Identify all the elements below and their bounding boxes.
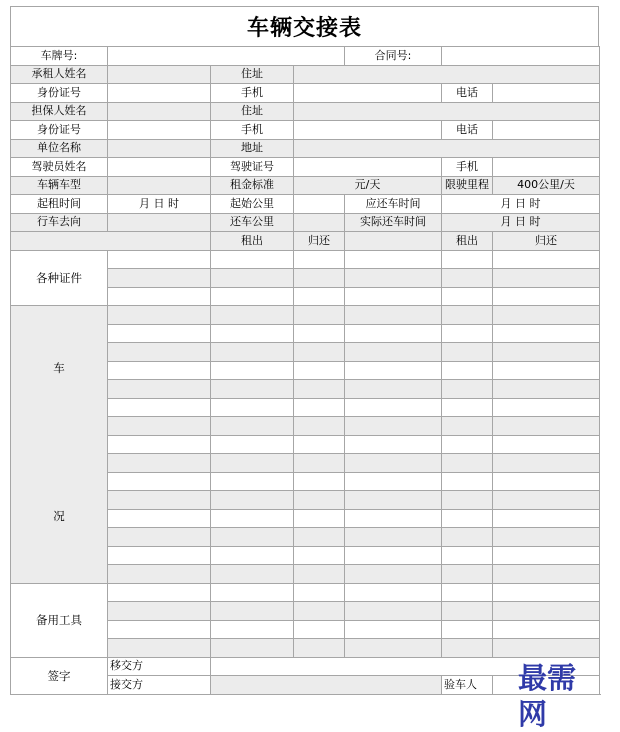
car-condition-label bbox=[11, 306, 108, 584]
documents-cell[interactable] bbox=[211, 250, 294, 269]
car-condition-cell[interactable] bbox=[294, 565, 345, 584]
car-condition-cell[interactable] bbox=[493, 380, 600, 399]
spare-tools-cell[interactable] bbox=[345, 620, 442, 639]
car-condition-cell[interactable] bbox=[345, 361, 442, 380]
car-condition-row bbox=[11, 306, 600, 325]
car-condition-cell[interactable] bbox=[108, 398, 211, 417]
spare-tools-cell[interactable] bbox=[294, 602, 345, 621]
spare-tools-cell[interactable] bbox=[294, 639, 345, 658]
documents-cell[interactable] bbox=[493, 269, 600, 288]
car-condition-cell[interactable] bbox=[442, 398, 493, 417]
car-condition-cell[interactable] bbox=[442, 306, 493, 325]
row-start bbox=[11, 195, 600, 214]
car-condition-cell[interactable] bbox=[211, 491, 294, 510]
documents-label: 各种证件 bbox=[11, 250, 108, 306]
renter-phone-label: 电话 bbox=[442, 84, 493, 103]
spare-tools-cell[interactable] bbox=[493, 583, 600, 602]
car-condition-cell[interactable] bbox=[493, 454, 600, 473]
spare-tools-cell[interactable] bbox=[345, 583, 442, 602]
start-km-value[interactable] bbox=[294, 195, 345, 214]
car-condition-cell[interactable] bbox=[211, 565, 294, 584]
handover-party-label: 移交方 bbox=[108, 657, 211, 676]
spare-tools-cell[interactable] bbox=[345, 639, 442, 658]
due-return-label: 应还车时间 bbox=[345, 195, 442, 214]
car-condition-cell[interactable] bbox=[345, 472, 442, 491]
row-guarantor-id bbox=[11, 121, 600, 140]
unit-name-label: 单位名称 bbox=[11, 139, 108, 158]
documents-cell[interactable] bbox=[294, 250, 345, 269]
unit-address-label: 地址 bbox=[211, 139, 294, 158]
guarantor-id-label: 身份证号 bbox=[11, 121, 108, 140]
contract-label: 合同号: bbox=[345, 47, 442, 66]
unit-name-value[interactable] bbox=[108, 139, 211, 158]
renter-name-value[interactable] bbox=[108, 65, 211, 84]
car-condition-cell[interactable] bbox=[493, 565, 600, 584]
car-condition-cell[interactable] bbox=[345, 343, 442, 362]
car-condition-cell[interactable] bbox=[108, 380, 211, 399]
guarantor-name-label: 担保人姓名 bbox=[11, 102, 108, 121]
spare-tools-cell[interactable] bbox=[211, 639, 294, 658]
car-condition-cell[interactable] bbox=[345, 546, 442, 565]
header-blank bbox=[11, 232, 211, 251]
documents-cell[interactable] bbox=[493, 287, 600, 306]
spare-tools-cell[interactable] bbox=[294, 620, 345, 639]
car-condition-cell[interactable] bbox=[108, 361, 211, 380]
documents-cell[interactable] bbox=[108, 269, 211, 288]
receiver-party-label: 接交方 bbox=[108, 676, 211, 695]
condition-label: 况 bbox=[53, 509, 65, 523]
car-condition-cell[interactable] bbox=[211, 380, 294, 399]
car-condition-cell[interactable] bbox=[108, 546, 211, 565]
spare-tools-cell[interactable] bbox=[493, 602, 600, 621]
vehicle-model-label: 车辆车型 bbox=[11, 176, 108, 195]
spare-tools-cell[interactable] bbox=[294, 583, 345, 602]
spare-tools-row bbox=[11, 583, 600, 602]
renter-name-label: 承租人姓名 bbox=[11, 65, 108, 84]
car-condition-cell[interactable] bbox=[294, 528, 345, 547]
documents-cell[interactable] bbox=[294, 287, 345, 306]
guarantor-mobile-label: 手机 bbox=[211, 121, 294, 140]
row-unit bbox=[11, 139, 600, 158]
destination-value[interactable] bbox=[108, 213, 211, 232]
mileage-limit-value[interactable]: 400公里/天 bbox=[493, 176, 600, 195]
documents-cell[interactable] bbox=[345, 287, 442, 306]
car-condition-cell[interactable] bbox=[493, 472, 600, 491]
vehicle-model-value[interactable] bbox=[108, 176, 211, 195]
due-return-value[interactable]: 月 日 时 bbox=[442, 195, 600, 214]
row-driver bbox=[11, 158, 600, 177]
documents-cell[interactable] bbox=[294, 269, 345, 288]
car-condition-cell[interactable] bbox=[345, 491, 442, 510]
header-blank-2 bbox=[345, 232, 442, 251]
car-condition-cell[interactable] bbox=[493, 435, 600, 454]
car-condition-cell[interactable] bbox=[211, 546, 294, 565]
documents-cell[interactable] bbox=[442, 287, 493, 306]
driver-name-value[interactable] bbox=[108, 158, 211, 177]
renter-id-label: 身份证号 bbox=[11, 84, 108, 103]
car-condition-cell[interactable] bbox=[345, 454, 442, 473]
car-condition-cell[interactable] bbox=[345, 324, 442, 343]
car-condition-cell[interactable] bbox=[442, 324, 493, 343]
car-condition-cell[interactable] bbox=[108, 454, 211, 473]
car-condition-cell[interactable] bbox=[345, 380, 442, 399]
car-condition-cell[interactable] bbox=[493, 528, 600, 547]
spare-tools-cell[interactable] bbox=[211, 583, 294, 602]
car-condition-cell[interactable] bbox=[294, 343, 345, 362]
car-condition-cell[interactable] bbox=[493, 398, 600, 417]
car-condition-cell[interactable] bbox=[108, 509, 211, 528]
car-condition-cell[interactable] bbox=[345, 435, 442, 454]
car-condition-cell[interactable] bbox=[211, 435, 294, 454]
spare-tools-cell[interactable] bbox=[442, 639, 493, 658]
spare-tools-cell[interactable] bbox=[211, 620, 294, 639]
documents-cell[interactable] bbox=[345, 269, 442, 288]
return-km-label: 还车公里 bbox=[211, 213, 294, 232]
start-time-value[interactable]: 月 日 时 bbox=[108, 195, 211, 214]
renter-address-label: 住址 bbox=[211, 65, 294, 84]
row-plate bbox=[11, 47, 600, 66]
car-condition-cell[interactable] bbox=[108, 565, 211, 584]
car-condition-cell[interactable] bbox=[294, 491, 345, 510]
guarantor-mobile-value[interactable] bbox=[294, 121, 442, 140]
renter-phone-value[interactable] bbox=[493, 84, 600, 103]
documents-cell[interactable] bbox=[442, 250, 493, 269]
renter-address-value[interactable] bbox=[294, 65, 600, 84]
car-condition-cell[interactable] bbox=[294, 417, 345, 436]
guarantor-phone-label: 电话 bbox=[442, 121, 493, 140]
car-condition-cell[interactable] bbox=[294, 546, 345, 565]
watermark-logo: 最需网 bbox=[518, 661, 577, 731]
actual-return-value[interactable]: 月 日 时 bbox=[442, 213, 600, 232]
documents-cell[interactable] bbox=[493, 250, 600, 269]
spare-tools-cell[interactable] bbox=[211, 602, 294, 621]
header-rent-out-2: 租出 bbox=[442, 232, 493, 251]
row-renter bbox=[11, 65, 600, 84]
car-condition-cell[interactable] bbox=[211, 343, 294, 362]
car-condition-cell[interactable] bbox=[442, 361, 493, 380]
car-condition-cell[interactable] bbox=[211, 528, 294, 547]
documents-cell[interactable] bbox=[211, 269, 294, 288]
signature-label: 签字 bbox=[11, 657, 108, 694]
guarantor-id-value[interactable] bbox=[108, 121, 211, 140]
signature-row-1 bbox=[11, 657, 600, 676]
car-condition-cell[interactable] bbox=[294, 435, 345, 454]
documents-row bbox=[11, 250, 600, 269]
renter-mobile-value[interactable] bbox=[294, 84, 442, 103]
car-condition-cell[interactable] bbox=[442, 491, 493, 510]
spare-tools-label: 备用工具 bbox=[11, 583, 108, 657]
car-condition-cell[interactable] bbox=[211, 472, 294, 491]
documents-cell[interactable] bbox=[108, 250, 211, 269]
rent-standard-value[interactable]: 元/天 bbox=[294, 176, 442, 195]
guarantor-address-label: 住址 bbox=[211, 102, 294, 121]
license-label: 驾驶证号 bbox=[211, 158, 294, 177]
documents-cell[interactable] bbox=[211, 287, 294, 306]
header-return-1: 归还 bbox=[294, 232, 345, 251]
car-condition-cell[interactable] bbox=[294, 380, 345, 399]
car-condition-cell[interactable] bbox=[211, 306, 294, 325]
spare-tools-cell[interactable] bbox=[108, 583, 211, 602]
car-condition-cell[interactable] bbox=[294, 306, 345, 325]
rent-standard-label: 租金标准 bbox=[211, 176, 294, 195]
car-condition-cell[interactable] bbox=[493, 361, 600, 380]
spare-tools-cell[interactable] bbox=[442, 583, 493, 602]
car-condition-cell[interactable] bbox=[345, 398, 442, 417]
car-condition-cell[interactable] bbox=[345, 509, 442, 528]
car-label: 车 bbox=[53, 361, 65, 375]
car-condition-cell[interactable] bbox=[442, 472, 493, 491]
car-condition-cell[interactable] bbox=[211, 509, 294, 528]
spare-tools-cell[interactable] bbox=[442, 602, 493, 621]
documents-cell[interactable] bbox=[108, 287, 211, 306]
car-condition-cell[interactable] bbox=[345, 528, 442, 547]
car-condition-cell[interactable] bbox=[211, 417, 294, 436]
license-value[interactable] bbox=[294, 158, 442, 177]
car-condition-cell[interactable] bbox=[493, 324, 600, 343]
header-rent-out-1: 租出 bbox=[211, 232, 294, 251]
car-condition-cell[interactable] bbox=[442, 435, 493, 454]
car-condition-cell[interactable] bbox=[442, 343, 493, 362]
car-condition-cell[interactable] bbox=[442, 565, 493, 584]
car-condition-cell[interactable] bbox=[108, 324, 211, 343]
header-return-2: 归还 bbox=[493, 232, 600, 251]
car-condition-cell[interactable] bbox=[211, 454, 294, 473]
row-renter-id bbox=[11, 84, 600, 103]
car-condition-cell[interactable] bbox=[442, 546, 493, 565]
car-condition-cell[interactable] bbox=[442, 454, 493, 473]
car-condition-cell[interactable] bbox=[294, 454, 345, 473]
driver-mobile-value[interactable] bbox=[493, 158, 600, 177]
car-condition-cell[interactable] bbox=[442, 509, 493, 528]
spare-tools-cell[interactable] bbox=[345, 602, 442, 621]
car-condition-cell[interactable] bbox=[108, 472, 211, 491]
spare-tools-cell[interactable] bbox=[108, 639, 211, 658]
guarantor-name-value[interactable] bbox=[108, 102, 211, 121]
renter-id-value[interactable] bbox=[108, 84, 211, 103]
car-condition-cell[interactable] bbox=[294, 472, 345, 491]
handover-form bbox=[10, 6, 599, 731]
driver-name-label: 驾驶员姓名 bbox=[11, 158, 108, 177]
car-condition-cell[interactable] bbox=[108, 417, 211, 436]
actual-return-label: 实际还车时间 bbox=[345, 213, 442, 232]
car-condition-cell[interactable] bbox=[345, 306, 442, 325]
car-condition-cell[interactable] bbox=[211, 324, 294, 343]
car-condition-cell[interactable] bbox=[294, 398, 345, 417]
guarantor-address-value[interactable] bbox=[294, 102, 600, 121]
documents-cell[interactable] bbox=[442, 269, 493, 288]
unit-address-value[interactable] bbox=[294, 139, 600, 158]
mileage-limit-label: 限驶里程 bbox=[442, 176, 493, 195]
spare-tools-cell[interactable] bbox=[108, 602, 211, 621]
guarantor-phone-value[interactable] bbox=[493, 121, 600, 140]
car-condition-cell[interactable] bbox=[108, 306, 211, 325]
car-condition-cell[interactable] bbox=[493, 343, 600, 362]
row-column-headers bbox=[11, 232, 600, 251]
handover-table bbox=[10, 46, 600, 695]
car-condition-cell[interactable] bbox=[294, 509, 345, 528]
car-condition-cell[interactable] bbox=[493, 546, 600, 565]
car-condition-cell[interactable] bbox=[345, 565, 442, 584]
destination-label: 行车去向 bbox=[11, 213, 108, 232]
car-condition-cell[interactable] bbox=[294, 324, 345, 343]
row-destination bbox=[11, 213, 600, 232]
car-condition-cell[interactable] bbox=[211, 398, 294, 417]
row-guarantor bbox=[11, 102, 600, 121]
return-km-value[interactable] bbox=[294, 213, 345, 232]
car-condition-cell[interactable] bbox=[211, 361, 294, 380]
spare-tools-cell[interactable] bbox=[493, 620, 600, 639]
contract-value[interactable] bbox=[442, 47, 600, 66]
car-condition-cell[interactable] bbox=[493, 491, 600, 510]
start-km-label: 起始公里 bbox=[211, 195, 294, 214]
receiver-party-value[interactable] bbox=[211, 676, 442, 695]
car-condition-cell[interactable] bbox=[442, 417, 493, 436]
spare-tools-cell[interactable] bbox=[493, 639, 600, 658]
documents-cell[interactable] bbox=[345, 250, 442, 269]
car-condition-cell[interactable] bbox=[493, 509, 600, 528]
car-condition-cell[interactable] bbox=[442, 380, 493, 399]
spare-tools-cell[interactable] bbox=[442, 620, 493, 639]
car-condition-cell[interactable] bbox=[345, 417, 442, 436]
car-condition-cell[interactable] bbox=[108, 343, 211, 362]
car-condition-cell[interactable] bbox=[108, 528, 211, 547]
inspector-label: 验车人 bbox=[442, 676, 493, 695]
car-condition-cell[interactable] bbox=[493, 306, 600, 325]
plate-label: 车牌号: bbox=[11, 47, 108, 66]
spare-tools-cell[interactable] bbox=[108, 620, 211, 639]
car-condition-cell[interactable] bbox=[493, 417, 600, 436]
car-condition-cell[interactable] bbox=[442, 528, 493, 547]
start-time-label: 起租时间 bbox=[11, 195, 108, 214]
row-vehicle bbox=[11, 176, 600, 195]
renter-mobile-label: 手机 bbox=[211, 84, 294, 103]
form-title: 车辆交接表 bbox=[10, 6, 599, 46]
plate-value[interactable] bbox=[108, 47, 345, 66]
driver-mobile-label: 手机 bbox=[442, 158, 493, 177]
car-condition-cell[interactable] bbox=[108, 435, 211, 454]
car-condition-cell[interactable] bbox=[108, 491, 211, 510]
car-condition-cell[interactable] bbox=[294, 361, 345, 380]
